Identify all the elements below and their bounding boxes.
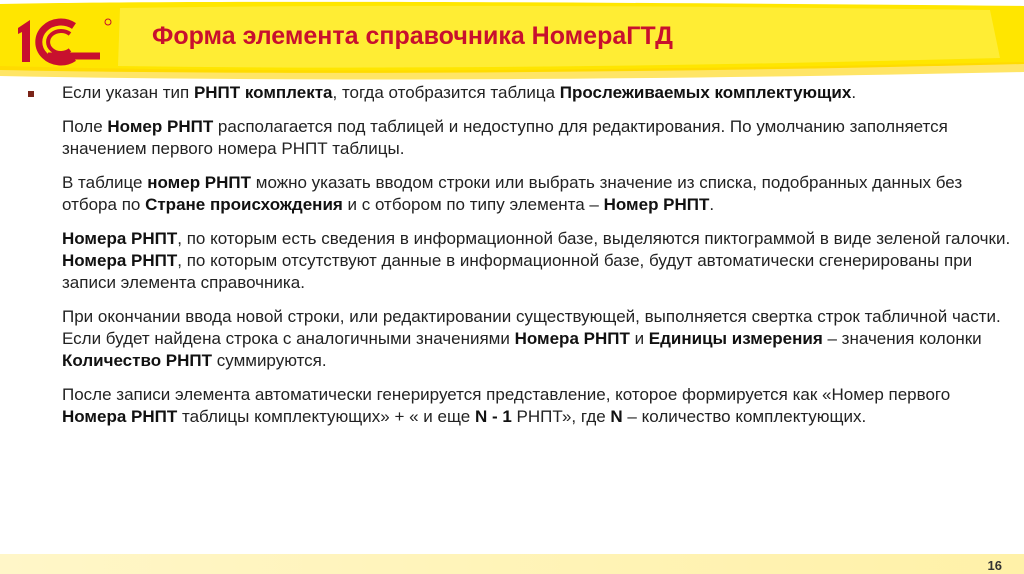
text-run: В таблице xyxy=(62,173,148,192)
footer-band xyxy=(0,554,1024,574)
text-run: и xyxy=(629,329,649,348)
bold-term: N - 1 xyxy=(474,407,512,426)
text-run: , по которым есть сведения в информационной базе, выделяются пиктограммой в виде зеленой галочки. xyxy=(177,229,1011,248)
bold-term: Стране происхождения xyxy=(145,195,343,214)
text-run: и с отбором по типу элемента – xyxy=(342,195,604,214)
paragraph xyxy=(62,116,1012,160)
text-run: можно указать вводом строки или выбрать значение из списка, подобранных данных без отбора по xyxy=(62,173,963,214)
bold-term: Номера РНПТ xyxy=(62,229,178,248)
text-run: – количество комплектующих. xyxy=(622,407,867,426)
text-run: РНПТ», где xyxy=(511,407,611,426)
paragraph xyxy=(62,228,1012,294)
bold-term: Единицы измерения xyxy=(648,329,823,348)
bold-term: номер РНПТ xyxy=(147,173,252,192)
bold-term: Номера РНПТ xyxy=(62,251,178,270)
text-run: После записи элемента автоматически генерируется представление, которое формируется как «Номер первого xyxy=(62,385,951,404)
bold-term: Номера РНПТ xyxy=(514,329,630,348)
content-body xyxy=(62,82,1012,440)
text-run: , тогда отобразится таблица xyxy=(332,83,560,102)
text-run: суммируются. xyxy=(212,351,327,370)
text-run: . xyxy=(709,195,715,214)
text-run: таблицы комплектующих» + « и еще xyxy=(177,407,475,426)
bold-term: РНПТ комплекта xyxy=(193,83,333,102)
page-title: Форма элемента справочника НомераГТД xyxy=(152,22,673,50)
bold-term: Количество РНПТ xyxy=(62,351,213,370)
bold-term: Прослеживаемых комплектующих xyxy=(559,83,852,102)
paragraph xyxy=(62,82,1012,104)
paragraph xyxy=(62,172,1012,216)
bold-term: Номера РНПТ xyxy=(62,407,178,426)
bold-term: N xyxy=(610,407,623,426)
paragraph xyxy=(62,306,1012,372)
text-run: Если указан тип xyxy=(62,83,194,102)
text-run: располагается под таблицей и недоступно для редактирования. По умолчанию заполняется значением первого номера РНПТ таблицы. xyxy=(62,117,948,158)
text-run: , по которым отсутствуют данные в информационной базе, будут автоматически сгенерированы при записи элемента справочника. xyxy=(62,251,973,292)
bold-term: Номер РНПТ xyxy=(107,117,214,136)
text-run: При окончании ввода новой строки, или редактировании существующей, выполняется свертка строк табличной части. Если будет найдена строка с аналогичными значениями xyxy=(62,307,1001,348)
brand-logo xyxy=(8,12,128,72)
page-number: 16 xyxy=(987,558,1002,573)
paragraph xyxy=(62,384,1012,428)
bullet-marker xyxy=(28,91,34,97)
text-run: – значения колонки xyxy=(822,329,982,348)
text-run: . xyxy=(851,83,857,102)
text-run: Поле xyxy=(62,117,108,136)
bold-term: Номер РНПТ xyxy=(603,195,710,214)
